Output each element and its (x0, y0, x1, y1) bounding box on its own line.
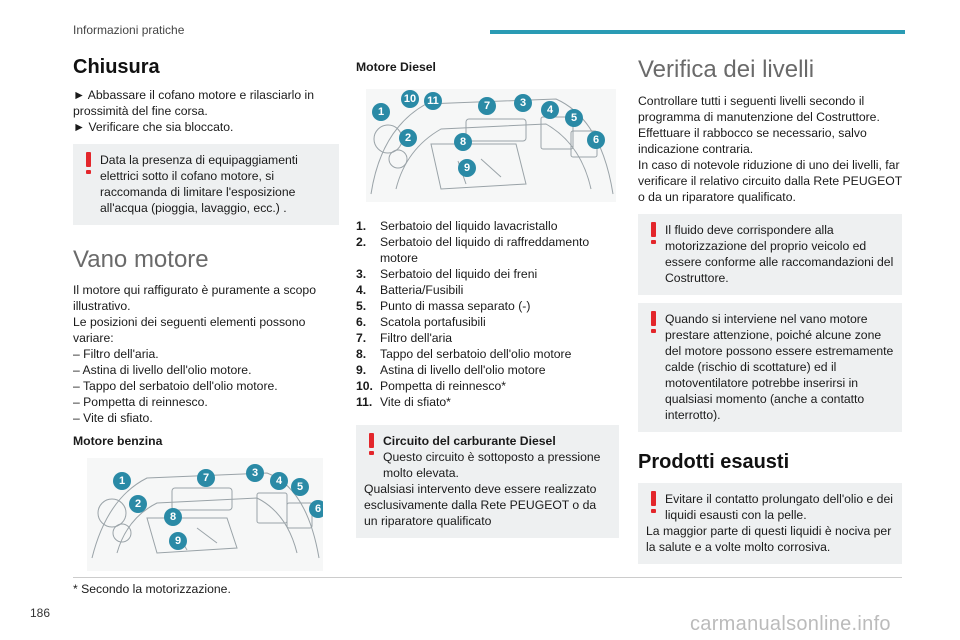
vano-item-3: – Tappo del serbatoio dell'olio motore. (73, 379, 278, 393)
column-left (73, 56, 339, 571)
header-title: Informazioni pratiche (73, 23, 185, 37)
callout-3: 3 (246, 464, 264, 482)
legend-item: 11. Vite di sfiato* (356, 395, 451, 409)
benzina-title: Motore benzina (73, 434, 163, 448)
callout-5: 5 (291, 478, 309, 496)
vano-item-2: – Astina di livello dell'olio motore. (73, 363, 252, 377)
footer-divider (73, 577, 902, 578)
warning-icon (651, 222, 656, 244)
vano-item-4: – Pompetta di reinnesco. (73, 395, 208, 409)
warning-box-diesel (356, 425, 619, 538)
warning-text: Evitare il contatto prolungato dell'olio e dei liquidi esausti con la pelle. (665, 492, 893, 522)
engine-illustration-diesel (366, 89, 616, 202)
legend-item: 1. Serbatoio del liquido lavacristallo (356, 219, 558, 233)
vano-intro: Il motore qui raffigurato è puramente a scopo illustrativo. (73, 283, 316, 313)
callout-11: 11 (424, 92, 442, 110)
callout-7: 7 (197, 469, 215, 487)
verifica-title: Verifica dei livelli (638, 56, 815, 83)
callout-1: 1 (113, 472, 131, 490)
legend-item: 6. Scatola portafusibili (356, 315, 486, 329)
legend-item: 9. Astina di livello dell'olio motore (356, 363, 546, 377)
callout-6: 6 (309, 500, 323, 518)
callout-4: 4 (270, 472, 288, 490)
vano-positions: Le posizioni dei seguenti elementi possono variare: (73, 315, 306, 345)
chiusura-title: Chiusura (73, 56, 160, 78)
callout-2: 2 (399, 129, 417, 147)
warning-text-1: Questo circuito è sottoposto a pressione molto elevata. (383, 450, 601, 480)
legend-item: 4. Batteria/Fusibili (356, 283, 464, 297)
warning-icon (651, 311, 656, 333)
callout-10: 10 (401, 90, 419, 108)
legend-item: 2. Serbatoio del liquido di raffreddamento motore (356, 235, 590, 265)
callout-6: 6 (587, 131, 605, 149)
verifica-paragraph-2: In caso di notevole riduzione di uno dei livelli, far verificare il relativo circuito dalla Rete PEUGEOT o da un riparatore qualificato. (638, 158, 902, 204)
warning-box-fluid (638, 214, 902, 295)
legend-item: 3. Serbatoio del liquido dei freni (356, 267, 538, 281)
diesel-title: Motore Diesel (356, 60, 436, 74)
warning-icon (369, 433, 374, 455)
warning-icon (651, 491, 656, 513)
warning-text-2: La maggior parte di questi liquidi è nociva per la salute e a volte molto corrosiva. (646, 524, 892, 554)
chiusura-line-1: ► Abbassare il cofano motore e rilasciarlo in prossimità del fine corsa. (73, 88, 315, 118)
vano-item-1: – Filtro dell'aria. (73, 347, 159, 361)
callout-8: 8 (454, 133, 472, 151)
watermark: carmanualsonline.info (690, 613, 891, 635)
legend-item: 7. Filtro dell'aria (356, 331, 453, 345)
callout-7: 7 (478, 97, 496, 115)
warning-box-waste (638, 483, 902, 564)
chiusura-line-2: ► Verificare che sia bloccato. (73, 120, 234, 134)
callout-1: 1 (372, 103, 390, 121)
callout-3: 3 (514, 94, 532, 112)
vano-motore-title: Vano motore (73, 246, 209, 273)
callout-4: 4 (541, 101, 559, 119)
warning-title: Circuito del carburante Diesel (383, 434, 556, 448)
component-legend (356, 218, 619, 410)
warning-icon (86, 152, 91, 174)
warning-text: Quando si interviene nel vano motore prestare attenzione, poiché alcune zone del motore possono essere estremamente calde (rischio di scottature) ed il motoventilatore potrebbe inserirsi in qualsiasi momento (anche a contatto interrotto). (665, 312, 894, 422)
page-number: 186 (30, 606, 51, 620)
footnote: * Secondo la motorizzazione. (73, 582, 231, 596)
column-middle (356, 56, 619, 538)
callout-9: 9 (169, 532, 187, 550)
warning-text: Data la presenza di equipaggiamenti elettrici sotto il cofano motore, si raccomanda di limitare l'esposizione all'acqua (pioggia, lavaggio, ecc.) . (100, 153, 298, 215)
prodotti-esausti-title: Prodotti esausti (638, 451, 790, 473)
callout-9: 9 (458, 159, 476, 177)
warning-text: Il fluido deve corrispondere alla motorizzazione del proprio veicolo ed essere conforme alle raccomandazioni del Costruttore. (665, 223, 894, 285)
warning-box-hot-engine (638, 303, 902, 432)
engine-illustration-benzina (87, 458, 323, 571)
legend-item: 10. Pompetta di reinnesco* (356, 379, 507, 393)
warning-text-2: Qualsiasi intervento deve essere realizzato esclusivamente dalla Rete PEUGEOT o da un riparatore qualificato (364, 482, 597, 528)
legend-item: 8. Tappo del serbatoio dell'olio motore (356, 347, 572, 361)
legend-item: 5. Punto di massa separato (-) (356, 299, 531, 313)
column-right (638, 56, 902, 564)
callout-8: 8 (164, 508, 182, 526)
callout-5: 5 (565, 109, 583, 127)
vano-item-5: – Vite di sfiato. (73, 411, 153, 425)
verifica-paragraph-1: Controllare tutti i seguenti livelli secondo il programma di manutenzione del Costruttore. Effettuare il rabbocco se necessario, salvo indicazione contraria. (638, 94, 880, 156)
callout-2: 2 (129, 495, 147, 513)
warning-box-equipment (73, 144, 339, 225)
header-accent-bar (490, 30, 905, 34)
